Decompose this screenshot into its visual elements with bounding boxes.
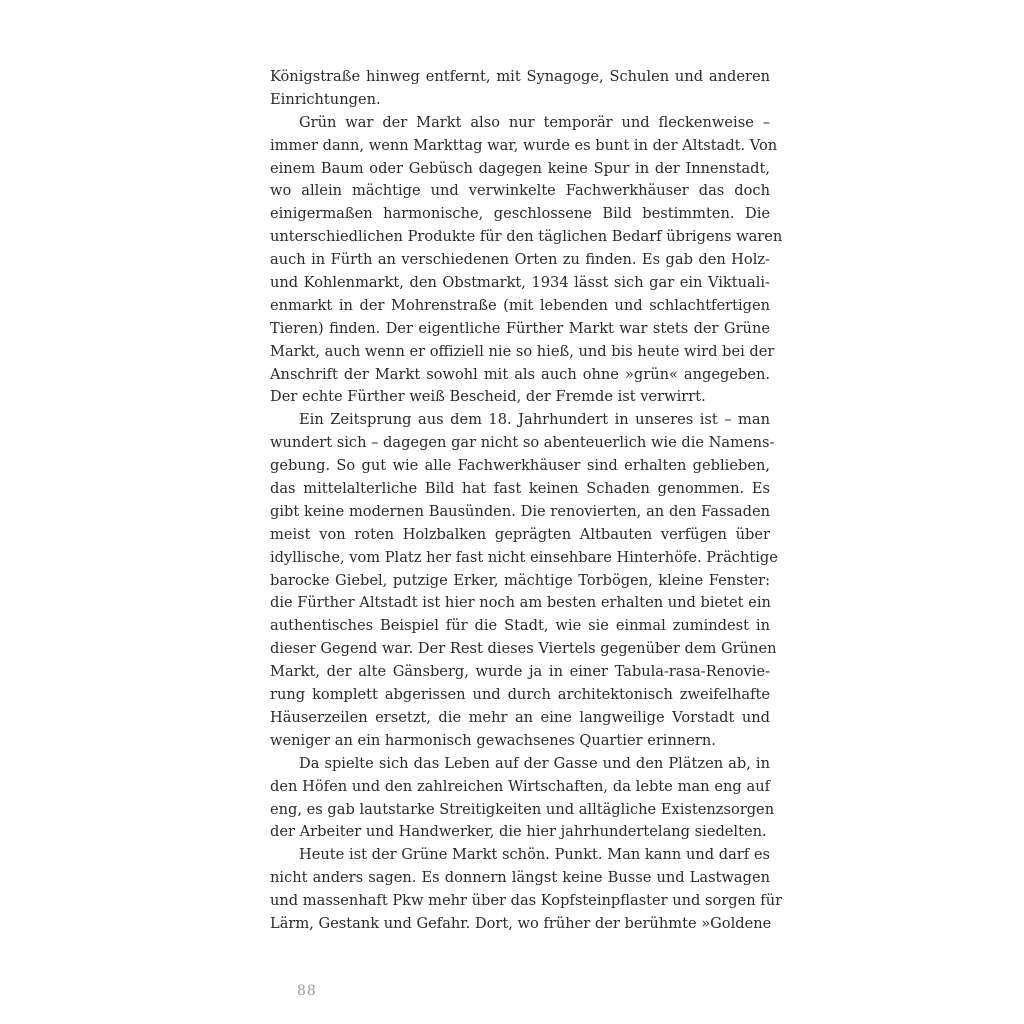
text-line: auch in Fürth an verschiedenen Orten zu finden. Es gab den Holz- [270,251,770,269]
text-line: Anschrift der Markt sowohl mit als auch ohne »grün« angegeben. [270,365,770,383]
text-line: barocke Giebel, putzige Erker, mächtige Torbögen, kleine Fenster: [270,571,770,589]
text-line: einem Baum oder Gebüsch dagegen keine Spur in der Innenstadt, [270,159,770,177]
text-line: Grün war der Markt also nur temporär und fleckenweise – [299,113,770,131]
text-line: rung komplett abgerissen und durch architektonisch zweifelhafte [270,686,770,704]
text-line: enmarkt in der Mohrenstraße (mit lebenden und schlachtfertigen [270,296,770,314]
text-line: Markt, auch wenn er offiziell nie so hieß, und bis heute wird bei der [270,342,775,360]
text-line: Einrichtungen. [270,90,381,108]
text-line: einigermaßen harmonische, geschlossene Bild bestimmten. Die [270,205,770,223]
text-line: immer dann, wenn Markttag war, wurde es bunt in der Altstadt. Von [270,136,778,154]
text-line: Häuserzeilen ersetzt, die mehr an eine langweilige Vorstadt und [270,708,770,726]
text-line: authentisches Beispiel für die Stadt, wie sie einmal zumindest in [270,617,770,635]
text-line: das mittelalterliche Bild hat fast keinen Schaden genommen. Es [270,480,770,498]
text-line: die Fürther Altstadt ist hier noch am besten erhalten und bietet ein [270,594,771,612]
text-line: wo allein mächtige und verwinkelte Fachwerkhäuser das doch [270,182,770,200]
text-line: den Höfen und den zahlreichen Wirtschaften, da lebte man eng auf [270,777,770,795]
text-line: Markt, der alte Gänsberg, wurde ja in einer Tabula-rasa-Renovie- [270,663,770,681]
text-line: Ein Zeitsprung aus dem 18. Jahrhundert in unseres ist – man [299,411,770,429]
text-line: nicht anders sagen. Es donnern längst keine Busse und Lastwagen [270,869,770,887]
text-line: unterschiedlichen Produkte für den täglichen Bedarf übrigens waren [270,228,783,246]
text-line: Da spielte sich das Leben auf der Gasse und den Plätzen ab, in [299,754,770,772]
text-line: gibt keine modernen Bausünden. Die renovierten, an den Fassaden [270,502,770,520]
text-line: Königstraße hinweg entfernt, mit Synagoge, Schulen und anderen [270,68,770,85]
text-line: der Arbeiter und Handwerker, die hier jahrhundertelang siedelten. [270,823,767,841]
text-line: Heute ist der Grüne Markt schön. Punkt. Man kann und darf es [299,846,770,864]
text-line: Lärm, Gestank und Gefahr. Dort, wo früher der berühmte »Goldene [270,914,772,932]
text-line: weniger an ein harmonisch gewachsenes Quartier erinnern. [270,731,716,749]
text-line: wundert sich – dagegen gar nicht so abenteuerlich wie die Namens- [270,434,775,452]
text-line: meist von roten Holzbalken geprägten Altbauten verfügen über [270,525,770,543]
body-text [270,66,783,936]
text-line: gebung. So gut wie alle Fachwerkhäuser sind erhalten geblieben, [270,457,770,475]
text-line: Der echte Fürther weiß Bescheid, der Fremde ist verwirrt. [270,388,706,406]
text-line: dieser Gegend war. Der Rest dieses Viertels gegenüber dem Grünen [270,640,777,658]
page-number: 88 [297,983,317,999]
text-line: Tieren) finden. Der eigentliche Fürther Markt war stets der Grüne [270,319,770,337]
text-line: idyllische, vom Platz her fast nicht einsehbare Hinterhöfe. Prächtige [270,548,778,566]
text-line: und Kohlenmarkt, den Obstmarkt, 1934 lässt sich gar ein Viktuali- [270,274,770,292]
text-line: eng, es gab lautstarke Streitigkeiten und alltägliche Existenzsorgen [270,800,775,818]
text-line: und massenhaft Pkw mehr über das Kopfsteinpflaster und sorgen für [270,892,783,910]
